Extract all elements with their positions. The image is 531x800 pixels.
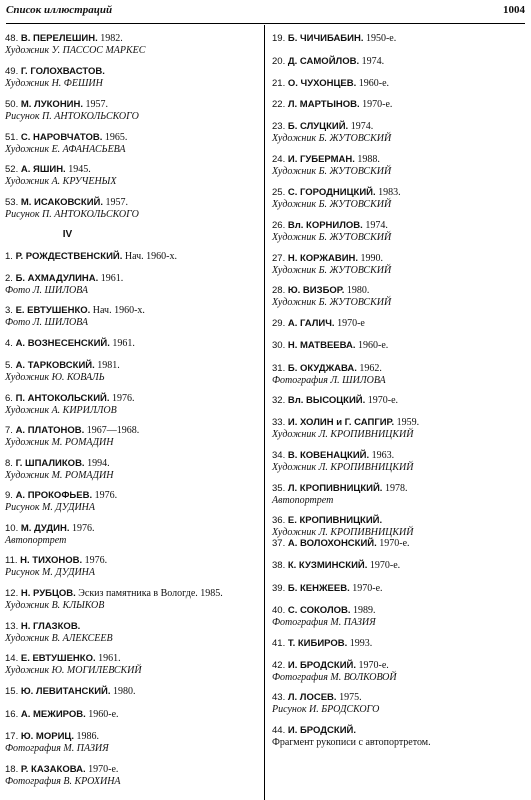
item-caption: Художник Л. КРОПИВНИЦКИЙ — [272, 462, 414, 473]
item-caption: Фрагмент рукописи с автопортретом. — [272, 737, 431, 748]
item-name: Р. РОЖДЕСТВЕНСКИЙ. — [15, 251, 123, 262]
list-item — [5, 66, 105, 90]
item-name: Н. МАТВЕЕВА. — [287, 340, 356, 351]
list-item — [272, 692, 379, 716]
item-number: 23. — [272, 121, 288, 132]
item-name: И. ХОЛИН и Г. САПГИР. — [287, 417, 395, 428]
item-date: 1960-е. — [355, 340, 389, 351]
item-number: 26. — [272, 220, 288, 231]
item-number: 3. — [5, 305, 16, 316]
item-name: А. ПЛАТОНОВ. — [15, 425, 85, 436]
item-name: Г. ГОЛОХВАСТОВ. — [20, 66, 105, 77]
item-date: 1976. — [109, 393, 135, 404]
item-caption: Художник Ю. МОГИЛЕВСКИЙ — [5, 665, 142, 676]
item-date: 1970-е. — [85, 764, 119, 775]
item-name: Е. ЕВТУШЕНКО. — [20, 653, 96, 664]
item-date: 1980. — [110, 686, 136, 697]
item-number: 44. — [272, 725, 288, 736]
item-name: С. НАРОВЧАТОВ. — [20, 132, 103, 143]
list-item — [5, 197, 139, 221]
item-name: А. МЕЖИРОВ. — [20, 709, 86, 720]
list-item — [272, 483, 407, 507]
list-item — [5, 132, 127, 156]
item-date: 1961. — [109, 338, 135, 349]
item-date: 1957. — [103, 197, 129, 208]
item-number: 32. — [272, 395, 288, 406]
item-date: 1981. — [94, 360, 120, 371]
list-item — [272, 187, 401, 211]
item-caption: Фотография В. КРОХИНА — [5, 776, 121, 787]
item-caption: Рисунок М. ДУДИНА — [5, 502, 95, 513]
item-name: Д. САМОЙЛОВ. — [287, 56, 360, 67]
item-name: Н. КОРЖАВИН. — [287, 253, 359, 264]
item-number: 22. — [272, 99, 288, 110]
list-item — [272, 583, 383, 595]
item-number: 13. — [5, 621, 21, 632]
item-number: 24. — [272, 154, 288, 165]
list-item — [5, 360, 120, 384]
item-number: 6. — [5, 393, 16, 404]
item-name: В. ПЕРЕЛЕШИН. — [20, 33, 98, 44]
item-caption: Художник М. РОМАДИН — [5, 470, 114, 481]
item-number: 34. — [272, 450, 288, 461]
item-number: 9. — [5, 490, 16, 501]
page-number: 1004 — [503, 4, 525, 16]
item-number: 16. — [5, 709, 21, 720]
item-name: Б. ЧИЧИБАБИН. — [287, 33, 364, 44]
item-date: 1976. — [92, 490, 118, 501]
list-item — [5, 425, 139, 449]
item-name: С. СОКОЛОВ. — [287, 605, 351, 616]
item-name: Н. ГЛАЗКОВ. — [20, 621, 81, 632]
item-number: 29. — [272, 318, 288, 329]
item-name: Б. СЛУЦКИЙ. — [287, 121, 349, 132]
item-name: Ю. МОРИЦ. — [20, 731, 74, 742]
item-name: Н. РУБЦОВ. — [20, 588, 76, 599]
item-number: 7. — [5, 425, 16, 436]
item-date: 1980. — [344, 285, 370, 296]
item-date: 1962. — [356, 363, 382, 374]
list-item — [272, 538, 410, 550]
item-number: 2. — [5, 273, 16, 284]
item-caption: Художник Б. ЖУТОВСКИЙ — [272, 133, 392, 144]
list-item — [5, 490, 117, 514]
item-name: Н. ТИХОНОВ. — [20, 555, 83, 566]
item-number: 33. — [272, 417, 288, 428]
item-name: Л. КРОПИВНИЦКИЙ. — [287, 483, 383, 494]
list-item — [272, 515, 413, 539]
item-name: М. ЛУКОНИН. — [20, 99, 84, 110]
item-caption: Фотография М. ПАЗИЯ — [5, 743, 109, 754]
item-caption: Рисунок П. АНТОКОЛЬСКОГО — [5, 209, 139, 220]
item-name: Л. МАРТЫНОВ. — [287, 99, 360, 110]
item-caption: Рисунок П. АНТОКОЛЬСКОГО — [5, 111, 139, 122]
column-divider — [264, 25, 265, 800]
item-number: 49. — [5, 66, 21, 77]
item-caption: Рисунок М. ДУДИНА — [5, 567, 95, 578]
list-item — [272, 660, 397, 684]
item-name: А. ТАРКОВСКИЙ. — [15, 360, 95, 371]
item-name: П. АНТОКОЛЬСКИЙ. — [15, 393, 110, 404]
item-name: М. ИСАКОВСКИЙ. — [20, 197, 104, 208]
item-date: 1988. — [354, 154, 380, 165]
list-item — [5, 653, 142, 677]
list-item — [5, 588, 223, 612]
list-item — [5, 458, 113, 482]
item-date: 1960-е. — [356, 78, 390, 89]
list-item — [5, 251, 177, 263]
item-name: Т. КИБИРОВ. — [287, 638, 348, 649]
item-date: 1970-е. — [349, 583, 383, 594]
list-item — [272, 220, 391, 244]
item-date: Нач. 1960-х. — [122, 251, 177, 262]
item-date: 1963. — [369, 450, 395, 461]
item-number: 10. — [5, 523, 21, 534]
list-item — [272, 395, 398, 407]
item-caption: Фото Л. ШИЛОВА — [5, 285, 89, 296]
item-name: Б. КЕНЖЕЕВ. — [287, 583, 350, 594]
item-number: 36. — [272, 515, 288, 526]
item-date: 1970-е. — [359, 99, 393, 110]
item-name: Вл. КОРНИЛОВ. — [287, 220, 363, 231]
item-name: А. ГАЛИЧ. — [287, 318, 335, 329]
item-caption: Художник Б. ЖУТОВСКИЙ — [272, 199, 392, 210]
item-name: О. ЧУХОНЦЕВ. — [287, 78, 357, 89]
item-date: 1978. — [382, 483, 408, 494]
item-number: 11. — [5, 555, 21, 566]
item-number: 30. — [272, 340, 288, 351]
item-name: Р. КАЗАКОВА. — [20, 764, 86, 775]
item-caption: Художник Л. КРОПИВНИЦКИЙ — [272, 429, 414, 440]
item-number: 51. — [5, 132, 21, 143]
list-item — [272, 450, 413, 474]
item-date: 1967—1968. — [84, 425, 140, 436]
item-number: 37. — [272, 538, 288, 549]
page-header — [6, 3, 525, 24]
list-item — [272, 99, 392, 111]
item-date: 1993. — [347, 638, 373, 649]
list-item — [5, 523, 94, 547]
item-name: Б. ОКУДЖАВА. — [287, 363, 357, 374]
item-caption: Художник Б. ЖУТОВСКИЙ — [272, 232, 392, 243]
item-date: 1957. — [83, 99, 109, 110]
item-number: 25. — [272, 187, 288, 198]
list-item — [5, 338, 135, 350]
list-item — [272, 605, 376, 629]
item-date: 1994. — [84, 458, 110, 469]
item-number: 18. — [5, 764, 21, 775]
item-name: А. ПРОКОФЬЕВ. — [15, 490, 93, 501]
item-name: И. ГУБЕРМАН. — [287, 154, 355, 165]
item-number: 40. — [272, 605, 288, 616]
item-number: 28. — [272, 285, 288, 296]
item-date: 1983. — [375, 187, 401, 198]
item-date: 1976. — [82, 555, 108, 566]
item-date: 1976. — [69, 523, 95, 534]
item-number: 31. — [272, 363, 288, 374]
item-name: Л. ЛОСЕВ. — [287, 692, 337, 703]
list-item — [272, 33, 396, 45]
item-caption: Художник А. КИРИЛЛОВ — [5, 405, 117, 416]
list-item — [272, 318, 365, 330]
item-number: 20. — [272, 56, 288, 67]
list-item — [272, 121, 391, 145]
item-caption: Художник Б. ЖУТОВСКИЙ — [272, 265, 392, 276]
item-name: Вл. ВЫСОЦКИЙ. — [287, 395, 366, 406]
item-date: 1970-е. — [367, 560, 401, 571]
list-item — [272, 56, 384, 68]
list-item — [5, 33, 145, 57]
list-item — [5, 305, 145, 329]
item-number: 8. — [5, 458, 16, 469]
item-number: 52. — [5, 164, 21, 175]
item-date: 1986. — [73, 731, 99, 742]
list-item — [5, 764, 121, 788]
item-number: 15. — [5, 686, 21, 697]
item-name: Ю. ВИЗБОР. — [287, 285, 345, 296]
item-caption: Художник В. КЛЫКОВ — [5, 600, 105, 611]
item-caption: Автопортрет — [5, 535, 67, 546]
item-name: С. ГОРОДНИЦКИЙ. — [287, 187, 376, 198]
item-number: 41. — [272, 638, 288, 649]
item-date: 1961. — [98, 273, 124, 284]
item-number: 39. — [272, 583, 288, 594]
list-item — [5, 621, 113, 645]
item-number: 5. — [5, 360, 16, 371]
item-name: В. КОВЕНАЦКИЙ. — [287, 450, 370, 461]
list-item — [5, 709, 119, 721]
item-date: 1974. — [359, 56, 385, 67]
item-name: А. ВОЛОХОНСКИЙ. — [287, 538, 377, 549]
item-caption: Автопортрет — [272, 495, 334, 506]
list-item — [272, 363, 386, 387]
item-date: 1982. — [97, 33, 123, 44]
list-item — [272, 417, 419, 441]
list-item — [272, 340, 388, 352]
item-number: 1. — [5, 251, 16, 262]
list-item — [272, 78, 389, 90]
item-caption: Фотография М. ПАЗИЯ — [272, 617, 376, 628]
list-item — [5, 731, 109, 755]
item-date: 1970-е. — [356, 660, 389, 671]
item-date: 1975. — [336, 692, 362, 703]
item-name: Е. ЕВТУШЕНКО. — [15, 305, 91, 316]
item-caption: Художник А. КРУЧЕНЫХ — [5, 176, 117, 187]
header-title: Список иллюстраций — [6, 4, 113, 16]
item-name: Г. ШПАЛИКОВ. — [15, 458, 85, 469]
list-item — [5, 686, 136, 698]
item-date: 1974. — [362, 220, 388, 231]
item-name: М. ДУДИН. — [20, 523, 70, 534]
item-name: Е. КРОПИВНИЦКИЙ. — [287, 515, 383, 526]
list-item — [272, 253, 391, 277]
item-date: 1959. — [394, 417, 420, 428]
item-name: К. КУЗМИНСКИЙ. — [287, 560, 368, 571]
item-caption: Художник В. АЛЕКСЕЕВ — [5, 633, 113, 644]
item-number: 42. — [272, 660, 288, 671]
item-caption: Художник Н. ФЕШИН — [5, 78, 103, 89]
list-item — [272, 154, 391, 178]
list-item — [272, 285, 391, 309]
list-item — [272, 560, 400, 572]
item-name: А. ВОЗНЕСЕНСКИЙ. — [15, 338, 110, 349]
item-number: 35. — [272, 483, 288, 494]
item-name: Б. АХМАДУЛИНА. — [15, 273, 99, 284]
item-caption: Художник У. ПАССОС МАРКЕС — [5, 45, 146, 56]
item-caption: Художник Ю. КОВАЛЬ — [5, 372, 105, 383]
item-date: 1970-е. — [376, 538, 410, 549]
item-number: 17. — [5, 731, 21, 742]
list-item — [5, 99, 139, 123]
item-number: 4. — [5, 338, 16, 349]
item-name: И. БРОДСКИЙ. — [287, 660, 356, 671]
item-date: 1965. — [102, 132, 128, 143]
item-date: 1945. — [65, 164, 91, 175]
item-date: Эскиз памятника в Вологде. 1985. — [75, 588, 223, 599]
item-number: 43. — [272, 692, 288, 703]
item-number: 21. — [272, 78, 288, 89]
item-name: Ю. ЛЕВИТАНСКИЙ. — [20, 686, 111, 697]
item-number: 14. — [5, 653, 21, 664]
section-heading: IV — [62, 229, 73, 240]
item-caption: Фото Л. ШИЛОВА — [5, 317, 89, 328]
list-item — [5, 273, 123, 297]
item-date: 1960-е. — [85, 709, 119, 720]
item-caption: Художник М. РОМАДИН — [5, 437, 114, 448]
list-item — [5, 393, 135, 417]
list-item — [272, 638, 372, 650]
item-date: 1950-е. — [363, 33, 397, 44]
item-caption: Рисунок И. БРОДСКОГО — [272, 704, 380, 715]
item-caption: Художник Е. АФАНАСЬЕВА — [5, 144, 126, 155]
item-number: 38. — [272, 560, 288, 571]
item-caption: Художник Л. КРОПИВНИЦКИЙ — [272, 527, 414, 538]
item-number: 19. — [272, 33, 288, 44]
item-number: 48. — [5, 33, 21, 44]
item-date: 1961. — [95, 653, 121, 664]
list-item — [5, 164, 117, 188]
item-caption: Фотография М. ВОЛКОВОЙ — [272, 672, 397, 683]
item-number: 12. — [5, 588, 21, 599]
item-date: Нач. 1960-х. — [90, 305, 145, 316]
item-date: 1974. — [348, 121, 374, 132]
item-name: И. БРОДСКИЙ. — [287, 725, 356, 736]
item-date: 1990. — [358, 253, 384, 264]
item-caption: Фотография Л. ШИЛОВА — [272, 375, 386, 386]
item-number: 53. — [5, 197, 21, 208]
item-name: А. ЯШИН. — [20, 164, 66, 175]
item-date: 1970-е — [334, 318, 365, 329]
list-item — [5, 555, 107, 579]
list-item — [272, 725, 431, 749]
item-caption: Художник Б. ЖУТОВСКИЙ — [272, 166, 392, 177]
item-number: 50. — [5, 99, 21, 110]
item-caption: Художник Б. ЖУТОВСКИЙ — [272, 297, 392, 308]
item-date: 1970-е. — [365, 395, 399, 406]
item-number: 27. — [272, 253, 288, 264]
item-date: 1989. — [350, 605, 376, 616]
